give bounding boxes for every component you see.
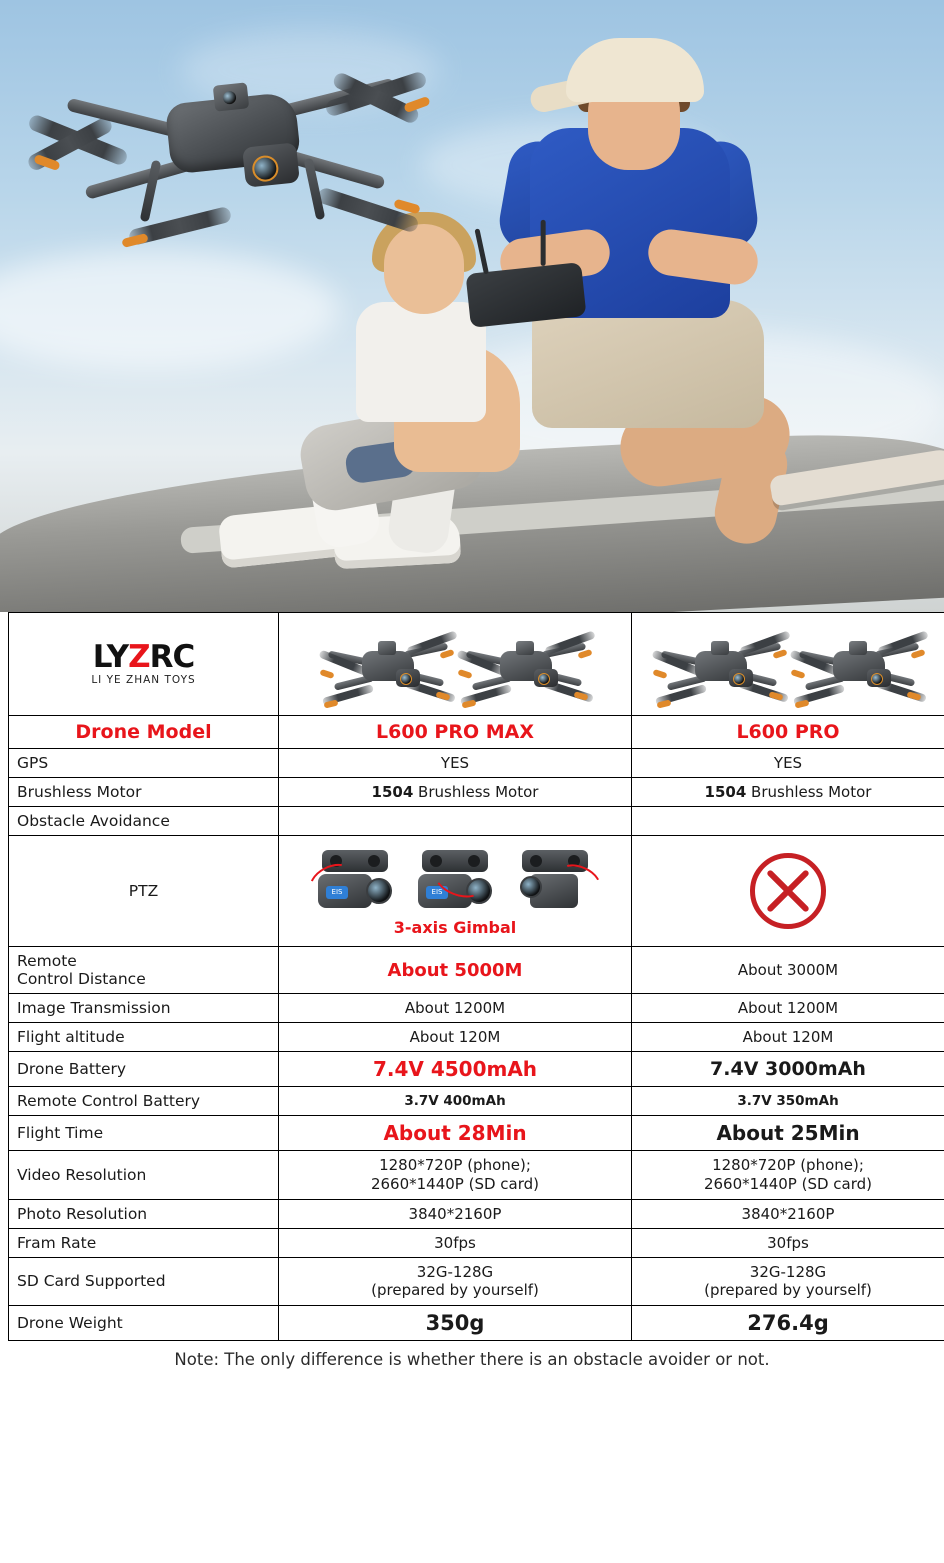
product-photo-pro — [632, 613, 944, 716]
cell-max — [279, 778, 632, 807]
cell-max: About 120M — [279, 1023, 632, 1052]
mini-drone-icon — [322, 621, 450, 707]
table-row-remote-control-battery — [9, 1087, 944, 1116]
row-label: Fram Rate — [9, 1228, 279, 1257]
value-line1: 1280*720P (phone); — [379, 1156, 531, 1174]
gimbal-caption: 3-axis Gimbal — [393, 917, 517, 937]
cell-pro: About 3000M — [632, 947, 944, 994]
brand-logo — [17, 639, 270, 675]
cell-max — [279, 1257, 632, 1306]
gimbal-icon: EIS — [312, 848, 398, 916]
spec-table-wrapper — [0, 612, 944, 1341]
cell-pro: 3840*2160P — [632, 1199, 944, 1228]
cell-pro: About 120M — [632, 1023, 944, 1052]
shirt — [356, 302, 486, 422]
motor-type: Brushless Motor — [413, 783, 539, 801]
cell-max — [279, 807, 632, 836]
cell-max — [279, 1151, 632, 1200]
cell-pro: About 25Min — [632, 1116, 944, 1151]
table-row-brushless-motor — [9, 778, 944, 807]
row-label: Remote Control Battery — [9, 1087, 279, 1116]
cell-max: 3.7V 400mAh — [279, 1087, 632, 1116]
cell-pro: 3.7V 350mAh — [632, 1087, 944, 1116]
table-row-image-transmission — [9, 994, 944, 1023]
footer-note: Note: The only difference is whether there is an obstacle avoider or not. — [174, 1350, 770, 1369]
row-label: Obstacle Avoidance — [9, 807, 279, 836]
row-label-line2: Control Distance — [17, 970, 146, 988]
motor-type: Brushless Motor — [746, 783, 872, 801]
antenna — [541, 220, 546, 266]
cell-max: 30fps — [279, 1228, 632, 1257]
row-label: PTZ — [9, 836, 279, 947]
gimbal-camera — [242, 142, 300, 187]
landing-leg — [140, 160, 162, 223]
mini-drone-icon — [793, 621, 921, 707]
product-photo-max — [279, 613, 632, 716]
brand-logo-cell — [9, 613, 279, 716]
table-row-sd-card-supported — [9, 1257, 944, 1306]
cap — [566, 38, 704, 102]
mini-drone-icon — [655, 621, 783, 707]
cell-max: 350g — [279, 1306, 632, 1341]
cell-pro: About 1200M — [632, 994, 944, 1023]
row-label: Image Transmission — [9, 994, 279, 1023]
cell-pro — [632, 807, 944, 836]
table-row-drone-weight — [9, 1306, 944, 1341]
table-row-ptz — [9, 836, 944, 947]
row-label: Video Resolution — [9, 1151, 279, 1200]
cell-max: About 1200M — [279, 994, 632, 1023]
cell-max: About 5000M — [279, 947, 632, 994]
row-label: Drone Weight — [9, 1306, 279, 1341]
cross-icon — [750, 853, 826, 929]
cell-pro: 276.4g — [632, 1306, 944, 1341]
table-row-video-resolution — [9, 1151, 944, 1200]
value-line1: 32G-128G — [416, 1262, 494, 1281]
value-line2: (prepared by yourself) — [371, 1281, 539, 1300]
row-label: Flight altitude — [9, 1023, 279, 1052]
shorts — [532, 300, 764, 428]
row-label: Brushless Motor — [9, 778, 279, 807]
logo-text-z: Z — [128, 639, 150, 675]
model-name-max: L600 PRO MAX — [279, 716, 632, 749]
row-label: Flight Time — [9, 1116, 279, 1151]
cell-max: YES — [279, 749, 632, 778]
table-row-drone-battery — [9, 1052, 944, 1087]
model-name-pro: L600 PRO — [632, 716, 944, 749]
cell-pro: 30fps — [632, 1228, 944, 1257]
cell-max: About 28Min — [279, 1116, 632, 1151]
table-row-flight-altitude — [9, 1023, 944, 1052]
cell-pro: 7.4V 3000mAh — [632, 1052, 944, 1087]
value-line1: 1280*720P (phone); — [712, 1156, 864, 1174]
hero-photo — [0, 0, 944, 612]
logo-text-ly: LY — [92, 639, 129, 675]
spec-table — [8, 612, 944, 1341]
value-line2: 2660*1440P (SD card) — [703, 1174, 873, 1193]
row-label — [9, 947, 279, 994]
cell-pro — [632, 778, 944, 807]
value-line2: 2660*1440P (SD card) — [370, 1174, 540, 1193]
motor-size: 1504 — [704, 783, 747, 801]
table-row-remote-control-distance — [9, 947, 944, 994]
table-row-flight-time — [9, 1116, 944, 1151]
motor-size: 1504 — [371, 783, 414, 801]
cell-max: 3840*2160P — [279, 1199, 632, 1228]
row-label: Drone Battery — [9, 1052, 279, 1087]
row-label: Photo Resolution — [9, 1199, 279, 1228]
logo-subtitle: LI YE ZHAN TOYS — [91, 674, 196, 686]
table-row-obstacle-avoidance — [9, 807, 944, 836]
logo-text-rc: RC — [149, 639, 195, 675]
mini-drone-icon — [460, 621, 588, 707]
row-label-line1: Remote — [17, 952, 77, 970]
table-row-fram-rate — [9, 1228, 944, 1257]
value-line2: (prepared by yourself) — [704, 1281, 872, 1300]
drone-icon — [18, 40, 438, 270]
row-label: GPS — [9, 749, 279, 778]
row-label-drone-model: Drone Model — [9, 716, 279, 749]
cell-pro — [632, 1151, 944, 1200]
value-line1: 32G-128G — [749, 1262, 827, 1281]
table-row-header-images — [9, 613, 944, 716]
cell-pro: YES — [632, 749, 944, 778]
cell-max: 7.4V 4500mAh — [279, 1052, 632, 1087]
table-row-model — [9, 716, 944, 749]
gimbal-icon — [512, 848, 598, 916]
top-sensor — [213, 82, 250, 111]
cell-max-gimbal — [279, 836, 632, 947]
row-label: SD Card Supported — [9, 1257, 279, 1306]
cell-pro-no-gimbal — [632, 836, 944, 947]
table-row-gps — [9, 749, 944, 778]
motor-accent — [121, 233, 148, 248]
gimbal-icon: EIS — [412, 848, 498, 916]
cell-pro — [632, 1257, 944, 1306]
table-row-photo-resolution — [9, 1199, 944, 1228]
